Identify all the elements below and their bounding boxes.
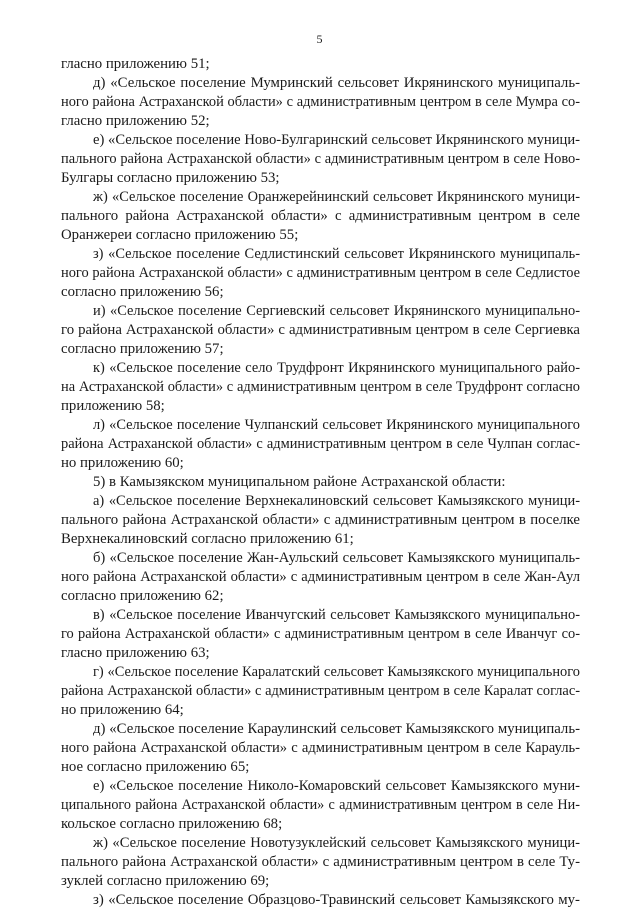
text-line: ного района Астраханской области» с административным центром в селе Мумра со-: [61, 94, 580, 110]
text-line: на Астраханской области» с административным центром в селе Трудфронт согласно: [61, 379, 580, 395]
text-line: и) «Сельское поселение Сергиевский сельсовет Икрянинского муниципально-: [93, 303, 580, 319]
text-line: г) «Сельское поселение Каралатский сельсовет Камызякского муниципального: [93, 664, 580, 680]
text-line: е) «Сельское поселение Николо-Комаровский сельсовет Камызякского муни-: [93, 778, 580, 794]
text-line: гласно приложению 51;: [61, 56, 210, 72]
text-line: ного района Астраханской области» с административным центром в селе Жан-Аул: [61, 569, 580, 585]
text-line: а) «Сельское поселение Верхнекалиновский сельсовет Камызякского муници-: [93, 493, 580, 509]
text-line: к) «Сельское поселение село Трудфронт Икрянинского муниципального райо-: [93, 360, 580, 376]
text-line: Булгары согласно приложению 53;: [61, 170, 280, 186]
text-line: з) «Сельское поселение Седлистинский сельсовет Икрянинского муниципаль-: [93, 246, 580, 262]
text-line: но приложению 64;: [61, 702, 184, 718]
text-line: Верхнекалиновский согласно приложению 61;: [61, 531, 354, 547]
text-line: Оранжереи согласно приложению 55;: [61, 227, 299, 243]
text-line: ное согласно приложению 65;: [61, 759, 250, 775]
text-line: б) «Сельское поселение Жан-Аульский сельсовет Камызякского муниципаль-: [93, 550, 580, 566]
document-body: [61, 55, 580, 910]
text-line: го района Астраханской области» с административным центром в селе Иванчуг со-: [61, 626, 580, 642]
text-line: кольское согласно приложению 68;: [61, 816, 283, 832]
text-line: ного района Астраханской области» с административным центром в селе Седлистое: [61, 265, 580, 281]
text-line: пального района Астраханской области» с административным центром в селе Ново-: [61, 151, 580, 167]
text-line: ного района Астраханской области» с административным центром в селе Карауль-: [61, 740, 580, 756]
text-line: района Астраханской области» с административным центром в селе Каралат соглас-: [61, 683, 580, 699]
text-line: д) «Сельское поселение Мумринский сельсовет Икрянинского муниципаль-: [93, 75, 580, 91]
text-line: д) «Сельское поселение Караулинский сельсовет Камызякского муниципаль-: [93, 721, 580, 737]
text-line: согласно приложению 56;: [61, 284, 224, 300]
text-line: ж) «Сельское поселение Новотузуклейский сельсовет Камызякского муници-: [93, 835, 580, 851]
text-line: пального района Астраханской области» с административным центром в поселке: [61, 512, 580, 528]
text-line: приложению 58;: [61, 398, 165, 414]
page-number: 5: [316, 32, 323, 46]
text-line: пального района Астраханской области» с административным центром в селе: [61, 208, 580, 224]
text-line: ж) «Сельское поселение Оранжерейнинский сельсовет Икрянинского муници-: [93, 189, 580, 205]
text-line: з) «Сельское поселение Образцово-Травинский сельсовет Камызякского му-: [93, 892, 580, 908]
text-line: но приложению 60;: [61, 455, 184, 471]
text-line: района Астраханской области» с административным центром в селе Чулпан соглас-: [61, 436, 580, 452]
text-line: согласно приложению 57;: [61, 341, 224, 357]
text-line: ципального района Астраханской области» с административным центром в селе Ни-: [61, 797, 580, 813]
text-line: го района Астраханской области» с административным центром в селе Сергиевка: [61, 322, 580, 338]
text-line: л) «Сельское поселение Чулпанский сельсовет Икрянинского муниципального: [93, 417, 580, 433]
text-line: в) «Сельское поселение Иванчугский сельсовет Камызякского муниципально-: [93, 607, 580, 623]
text-line: гласно приложению 63;: [61, 645, 210, 661]
text-line: согласно приложению 62;: [61, 588, 224, 604]
text-line: е) «Сельское поселение Ново-Булгаринский сельсовет Икрянинского муници-: [93, 132, 580, 148]
text-line: гласно приложению 52;: [61, 113, 210, 129]
text-line: пального района Астраханской области» с административным центром в селе Ту-: [61, 854, 580, 870]
text-line: зуклей согласно приложению 69;: [61, 873, 270, 889]
text-line: 5) в Камызякском муниципальном районе Астраханской области:: [93, 474, 506, 490]
